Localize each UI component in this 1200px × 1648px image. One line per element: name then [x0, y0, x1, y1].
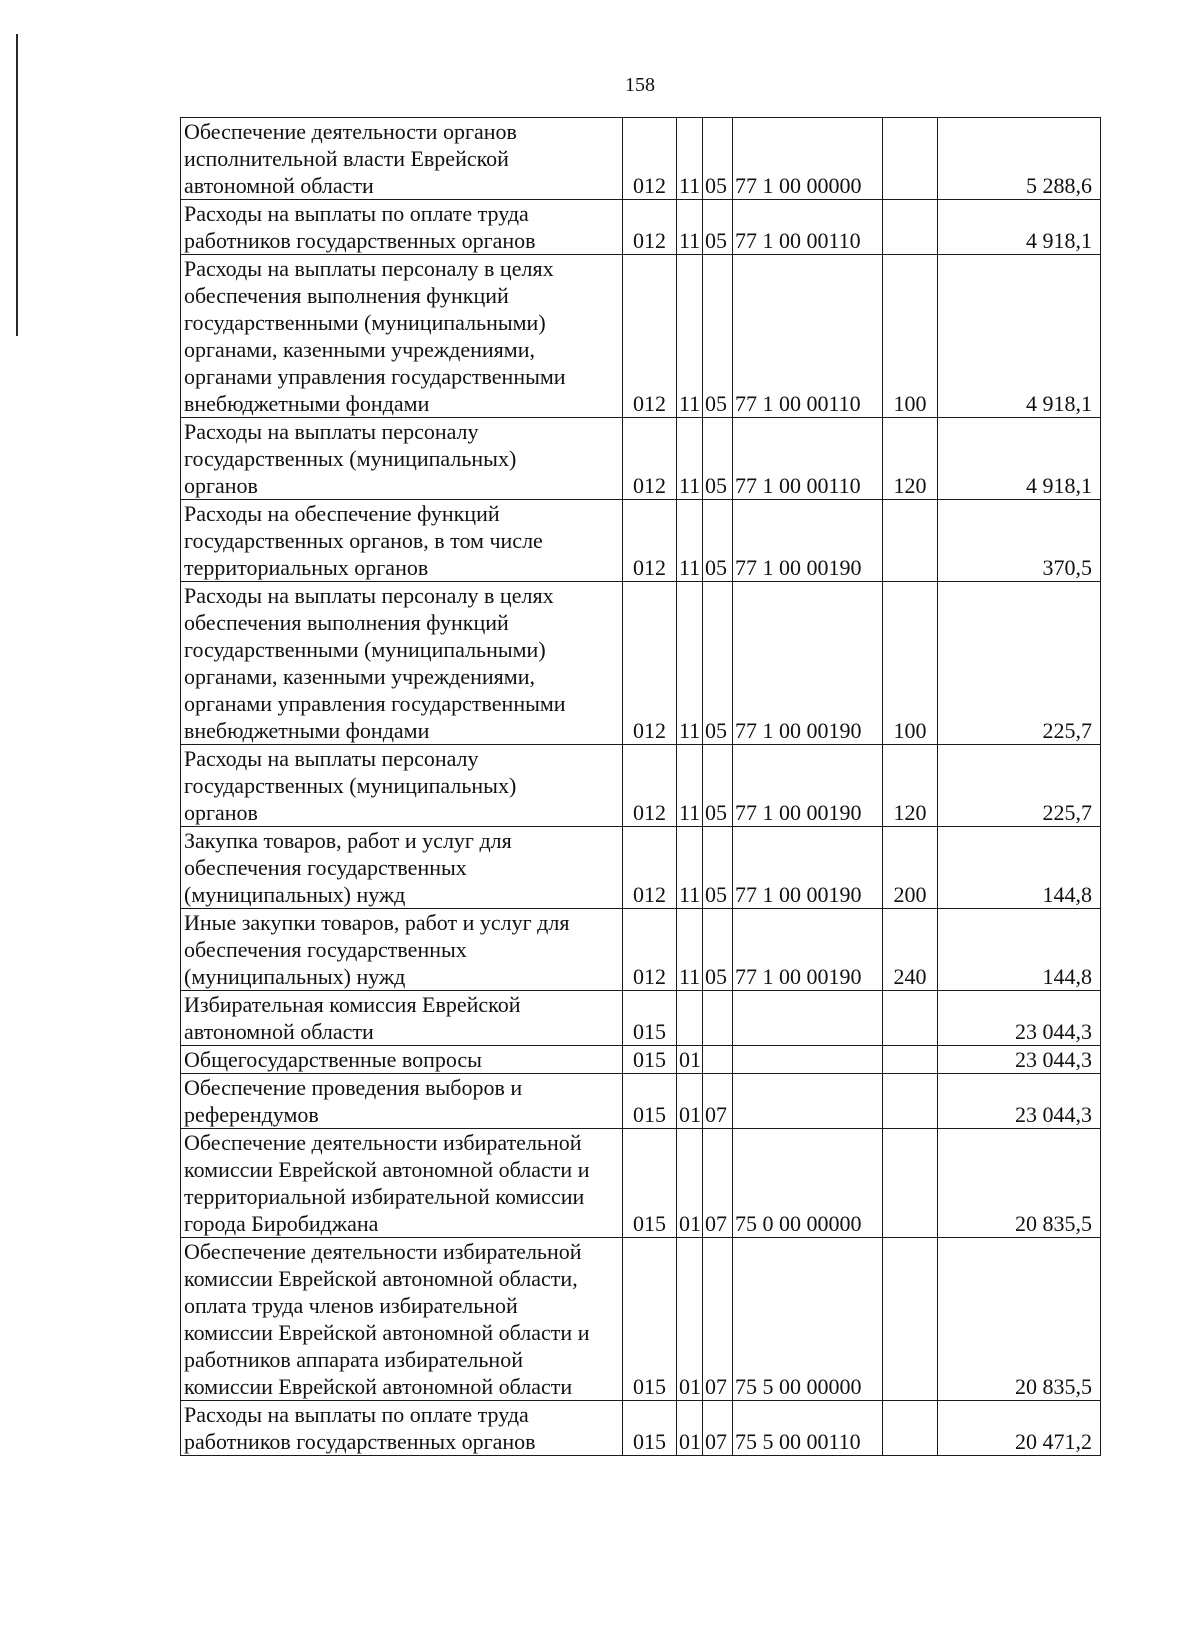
section-code-cell: 11 [677, 582, 703, 745]
subsection-code-cell: 07 [703, 1074, 733, 1129]
amount-cell: 23 044,3 [938, 1046, 1101, 1074]
description-line: работников государственных органов [184, 1429, 536, 1454]
table-row [181, 582, 1101, 745]
description-line: Обеспечение деятельности избирательной [184, 1239, 582, 1264]
expense-type-cell: 120 [883, 745, 938, 827]
subsection-code-cell: 07 [703, 1129, 733, 1238]
table-row [181, 118, 1101, 200]
description-line: автономной области [184, 173, 374, 198]
description-cell [181, 1129, 623, 1238]
expense-type-cell: 200 [883, 827, 938, 909]
target-article-cell: 75 5 00 00110 [733, 1401, 883, 1456]
description-line: (муниципальных) нужд [184, 882, 406, 907]
section-code-cell: 01 [677, 1074, 703, 1129]
target-article-cell [733, 1074, 883, 1129]
grbs-code-cell: 012 [623, 827, 677, 909]
section-code-cell: 01 [677, 1129, 703, 1238]
grbs-code-cell: 015 [623, 1238, 677, 1401]
grbs-code-cell: 012 [623, 582, 677, 745]
description-line: Расходы на выплаты персоналу в целях [184, 256, 554, 281]
description-cell [181, 582, 623, 745]
target-article-cell: 77 1 00 00190 [733, 745, 883, 827]
expense-type-cell [883, 1046, 938, 1074]
description-line: комиссии Еврейской автономной области, [184, 1266, 578, 1291]
description-line: Расходы на выплаты персоналу [184, 419, 479, 444]
section-code-cell: 11 [677, 118, 703, 200]
grbs-code-cell: 015 [623, 1401, 677, 1456]
description-line: государственных (муниципальных) [184, 773, 517, 798]
description-cell [181, 745, 623, 827]
table-row [181, 1074, 1101, 1129]
subsection-code-cell: 05 [703, 582, 733, 745]
section-code-cell: 11 [677, 200, 703, 255]
description-line: работников государственных органов [184, 228, 536, 253]
description-line: Закупка товаров, работ и услуг для [184, 828, 512, 853]
section-code-cell: 11 [677, 500, 703, 582]
description-line: органами управления государственными [184, 364, 566, 389]
subsection-code-cell: 05 [703, 418, 733, 500]
table-body [181, 118, 1101, 1456]
subsection-code-cell: 05 [703, 118, 733, 200]
subsection-code-cell: 05 [703, 500, 733, 582]
expense-type-cell [883, 1129, 938, 1238]
target-article-cell [733, 1046, 883, 1074]
amount-cell: 144,8 [938, 909, 1101, 991]
amount-cell: 4 918,1 [938, 200, 1101, 255]
table-row [181, 200, 1101, 255]
amount-cell: 20 835,5 [938, 1238, 1101, 1401]
description-cell [181, 1046, 623, 1074]
description-line: комиссии Еврейской автономной области и [184, 1320, 590, 1345]
grbs-code-cell: 015 [623, 1046, 677, 1074]
description-line: обеспечения выполнения функций [184, 283, 509, 308]
description-line: государственных органов, в том числе [184, 528, 543, 553]
description-line: (муниципальных) нужд [184, 964, 406, 989]
description-cell [181, 118, 623, 200]
amount-cell: 4 918,1 [938, 255, 1101, 418]
target-article-cell: 77 1 00 00190 [733, 500, 883, 582]
description-line: внебюджетными фондами [184, 391, 430, 416]
description-cell [181, 991, 623, 1046]
grbs-code-cell: 012 [623, 500, 677, 582]
table-row [181, 909, 1101, 991]
amount-cell: 4 918,1 [938, 418, 1101, 500]
subsection-code-cell: 07 [703, 1238, 733, 1401]
description-line: обеспечения государственных [184, 855, 467, 880]
table-row [181, 500, 1101, 582]
expense-type-cell [883, 500, 938, 582]
description-cell [181, 1401, 623, 1456]
target-article-cell: 77 1 00 00000 [733, 118, 883, 200]
description-line: органами, казенными учреждениями, [184, 664, 535, 689]
description-line: оплата труда членов избирательной [184, 1293, 518, 1318]
description-line: Обеспечение проведения выборов и [184, 1075, 523, 1100]
description-line: внебюджетными фондами [184, 718, 430, 743]
description-line: обеспечения выполнения функций [184, 610, 509, 635]
section-code-cell: 01 [677, 1238, 703, 1401]
section-code-cell: 01 [677, 1401, 703, 1456]
description-line: территориальной избирательной комиссии [184, 1184, 585, 1209]
expense-type-cell [883, 118, 938, 200]
expense-type-cell [883, 1238, 938, 1401]
amount-cell: 225,7 [938, 582, 1101, 745]
grbs-code-cell: 015 [623, 1129, 677, 1238]
description-line: исполнительной власти Еврейской [184, 146, 509, 171]
description-cell [181, 1074, 623, 1129]
expense-type-cell: 100 [883, 582, 938, 745]
table-row [181, 1046, 1101, 1074]
expense-type-cell [883, 991, 938, 1046]
description-cell [181, 255, 623, 418]
description-line: города Биробиджана [184, 1211, 379, 1236]
description-line: Обеспечение деятельности органов [184, 119, 517, 144]
section-code-cell: 11 [677, 418, 703, 500]
expense-type-cell: 100 [883, 255, 938, 418]
table-row [181, 827, 1101, 909]
grbs-code-cell: 012 [623, 118, 677, 200]
description-cell [181, 1238, 623, 1401]
description-cell [181, 200, 623, 255]
description-line: органами управления государственными [184, 691, 566, 716]
target-article-cell [733, 991, 883, 1046]
table-row [181, 418, 1101, 500]
description-line: Расходы на выплаты по оплате труда [184, 201, 529, 226]
target-article-cell: 77 1 00 00110 [733, 418, 883, 500]
section-code-cell [677, 991, 703, 1046]
table-row [181, 745, 1101, 827]
subsection-code-cell: 05 [703, 909, 733, 991]
description-line: органов [184, 800, 258, 825]
description-line: Обеспечение деятельности избирательной [184, 1130, 582, 1155]
description-line: государственными (муниципальными) [184, 637, 546, 662]
target-article-cell: 77 1 00 00110 [733, 255, 883, 418]
description-cell [181, 418, 623, 500]
subsection-code-cell: 05 [703, 827, 733, 909]
amount-cell: 20 471,2 [938, 1401, 1101, 1456]
target-article-cell: 77 1 00 00190 [733, 582, 883, 745]
description-line: государственных (муниципальных) [184, 446, 517, 471]
amount-cell: 23 044,3 [938, 1074, 1101, 1129]
description-line: обеспечения государственных [184, 937, 467, 962]
grbs-code-cell: 012 [623, 909, 677, 991]
section-code-cell: 11 [677, 255, 703, 418]
description-line: Расходы на выплаты персоналу [184, 746, 479, 771]
target-article-cell: 77 1 00 00110 [733, 200, 883, 255]
amount-cell: 5 288,6 [938, 118, 1101, 200]
amount-cell: 370,5 [938, 500, 1101, 582]
amount-cell: 144,8 [938, 827, 1101, 909]
amount-cell: 23 044,3 [938, 991, 1101, 1046]
grbs-code-cell: 012 [623, 255, 677, 418]
description-line: государственными (муниципальными) [184, 310, 546, 335]
section-code-cell: 11 [677, 827, 703, 909]
page-number: 158 [625, 74, 655, 96]
description-line: органов [184, 473, 258, 498]
description-line: референдумов [184, 1102, 319, 1127]
table-row [181, 1129, 1101, 1238]
subsection-code-cell [703, 991, 733, 1046]
description-line: территориальных органов [184, 555, 429, 580]
table-row [181, 991, 1101, 1046]
amount-cell: 225,7 [938, 745, 1101, 827]
expense-type-cell: 120 [883, 418, 938, 500]
expense-type-cell [883, 1074, 938, 1129]
subsection-code-cell [703, 1046, 733, 1074]
description-line: комиссии Еврейской автономной области [184, 1374, 573, 1399]
grbs-code-cell: 015 [623, 1074, 677, 1129]
description-line: Расходы на выплаты персоналу в целях [184, 583, 554, 608]
description-line: автономной области [184, 1019, 374, 1044]
grbs-code-cell: 012 [623, 200, 677, 255]
subsection-code-cell: 07 [703, 1401, 733, 1456]
expense-type-cell [883, 1401, 938, 1456]
description-line: работников аппарата избирательной [184, 1347, 523, 1372]
table-row [181, 1238, 1101, 1401]
expense-type-cell: 240 [883, 909, 938, 991]
description-line: Иные закупки товаров, работ и услуг для [184, 910, 570, 935]
subsection-code-cell: 05 [703, 200, 733, 255]
description-line: комиссии Еврейской автономной области и [184, 1157, 590, 1182]
target-article-cell: 75 0 00 00000 [733, 1129, 883, 1238]
grbs-code-cell: 015 [623, 991, 677, 1046]
subsection-code-cell: 05 [703, 255, 733, 418]
table-row [181, 1401, 1101, 1456]
grbs-code-cell: 012 [623, 745, 677, 827]
description-line: Общегосударственные вопросы [184, 1047, 482, 1072]
target-article-cell: 77 1 00 00190 [733, 909, 883, 991]
description-line: Избирательная комиссия Еврейской [184, 992, 521, 1017]
table-row [181, 255, 1101, 418]
section-code-cell: 01 [677, 1046, 703, 1074]
description-line: органами, казенными учреждениями, [184, 337, 535, 362]
description-cell [181, 827, 623, 909]
amount-cell: 20 835,5 [938, 1129, 1101, 1238]
section-code-cell: 11 [677, 909, 703, 991]
budget-table [180, 117, 1101, 1456]
expense-type-cell [883, 200, 938, 255]
grbs-code-cell: 012 [623, 418, 677, 500]
target-article-cell: 77 1 00 00190 [733, 827, 883, 909]
target-article-cell: 75 5 00 00000 [733, 1238, 883, 1401]
description-line: Расходы на выплаты по оплате труда [184, 1402, 529, 1427]
section-code-cell: 11 [677, 745, 703, 827]
description-cell [181, 909, 623, 991]
description-cell [181, 500, 623, 582]
subsection-code-cell: 05 [703, 745, 733, 827]
description-line: Расходы на обеспечение функций [184, 501, 500, 526]
